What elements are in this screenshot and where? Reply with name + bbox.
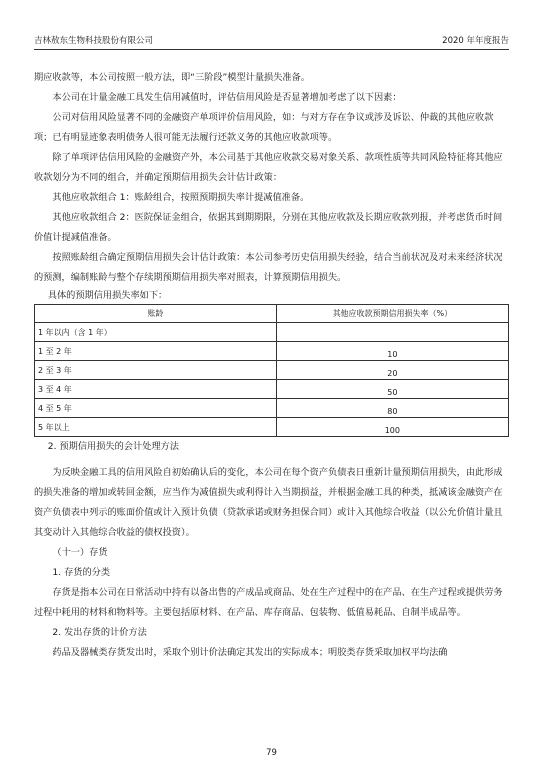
paragraph: 本公司在计量金融工具发生信用减值时，评估信用风险是否显著增加考虑了以下因素： (52, 92, 402, 103)
section-heading: 2. 发出存货的计价方法 (52, 627, 147, 638)
page-header (34, 35, 509, 49)
table-cell-rate: 10 (276, 342, 508, 361)
section-heading: 2. 预期信用损失的会计处理方法 (47, 441, 179, 452)
column-header-age: 账龄 (35, 305, 277, 323)
table-cell-rate (276, 323, 508, 342)
paragraph: 药品及器械类存货发出时，采取个别计价法确定其发出的实际成本；明胶类存货采取加权平均法确 (52, 647, 448, 658)
paragraph: 存货是指本公司在日常活动中持有以备出售的产成品或商品、处在生产过程中的在产品、在生产过程或提供劳务过程中耗用的材料和物料等。主要包括原材料、在产品、库存商品、包装物、低值易耗品、自制半成品等。 (34, 587, 503, 618)
table-cell-rate: 100 (276, 418, 508, 437)
table-row (35, 399, 509, 418)
table-cell-age: 5 年以上 (35, 418, 277, 437)
page-body (34, 68, 509, 663)
paragraph: 公司对信用风险显著不同的金融资产单项评价信用风险，如：与对方存在争议或涉及诉讼、仲裁的其他应收款项；已有明显迹象表明债务人很可能无法履行还款义务的其他应收款项等。 (34, 112, 494, 143)
table-row (35, 361, 509, 380)
table-cell-rate: 20 (276, 361, 508, 380)
table-row (35, 342, 509, 361)
table-cell-age: 2 至 3 年 (35, 361, 277, 380)
paragraph: 为反映金融工具的信用风险自初始确认后的变化，本公司在每个资产负债表日重新计量预期信用损失，由此形成的损失准备的增加或转回金额，应当作为减值损失或利得计入当期损益，并根据金融工具的种类，抵减该金融资产在资产负债表中列示的账面价值或计入预计负债（贷款承诺或财务担保合同）或计入其他综合收益（以公允价值计量且其变动计入其他综合收益的债权投资）。 (34, 467, 503, 538)
table-cell-age: 1 至 2 年 (35, 342, 277, 361)
page-number: 79 (266, 748, 277, 758)
table-cell-age: 3 至 4 年 (35, 380, 277, 399)
table-cell-rate: 50 (276, 380, 508, 399)
paragraph: 其他应收款组合 2：医院保证金组合，依据其到期期限，分别在其他应收款及长期应收款列报，并考虑货币时间价值计提减值准备。 (34, 212, 503, 243)
paragraph: 具体的预期信用损失率如下： (47, 290, 168, 301)
table-header-row (35, 305, 509, 323)
company-name: 吉林敖东生物科技股份有限公司 (34, 36, 154, 46)
loss-rate-table (34, 304, 509, 437)
table-cell-rate: 80 (276, 399, 508, 418)
header-rule (34, 49, 509, 50)
paragraph: 按照账龄组合确定预期信用损失会计估计政策：本公司参考历史信用损失经验，结合当前状况及对未来经济状况的预测，编制账龄与整个存续期预期信用损失率对照表，计算预期信用损失。 (34, 252, 503, 283)
paragraph: 其他应收款组合 1：账龄组合，按照预期损失率计提减值准备。 (52, 192, 310, 203)
table-row (35, 380, 509, 399)
column-header-rate: 其他应收款预期信用损失率（%） (276, 305, 508, 323)
table-row (35, 418, 509, 437)
paragraph: 除了单项评估信用风险的金融资产外，本公司基于其他应收款交易对象关系、款项性质等共同风险特征将其他应收款划分为不同的组合，并确定预期信用损失会计估计政策： (34, 152, 503, 183)
table-cell-age: 4 至 5 年 (35, 399, 277, 418)
table-cell-age: 1 年以内（含 1 年） (35, 323, 277, 342)
section-heading: （十一）存货 (52, 547, 108, 558)
paragraph: 期应收款等，本公司按照一般方法，即“三阶段”模型计量损失准备。 (34, 72, 310, 83)
section-heading: 1. 存货的分类 (52, 567, 111, 578)
report-title: 2020 年年度报告 (442, 36, 509, 46)
table-row (35, 323, 509, 342)
